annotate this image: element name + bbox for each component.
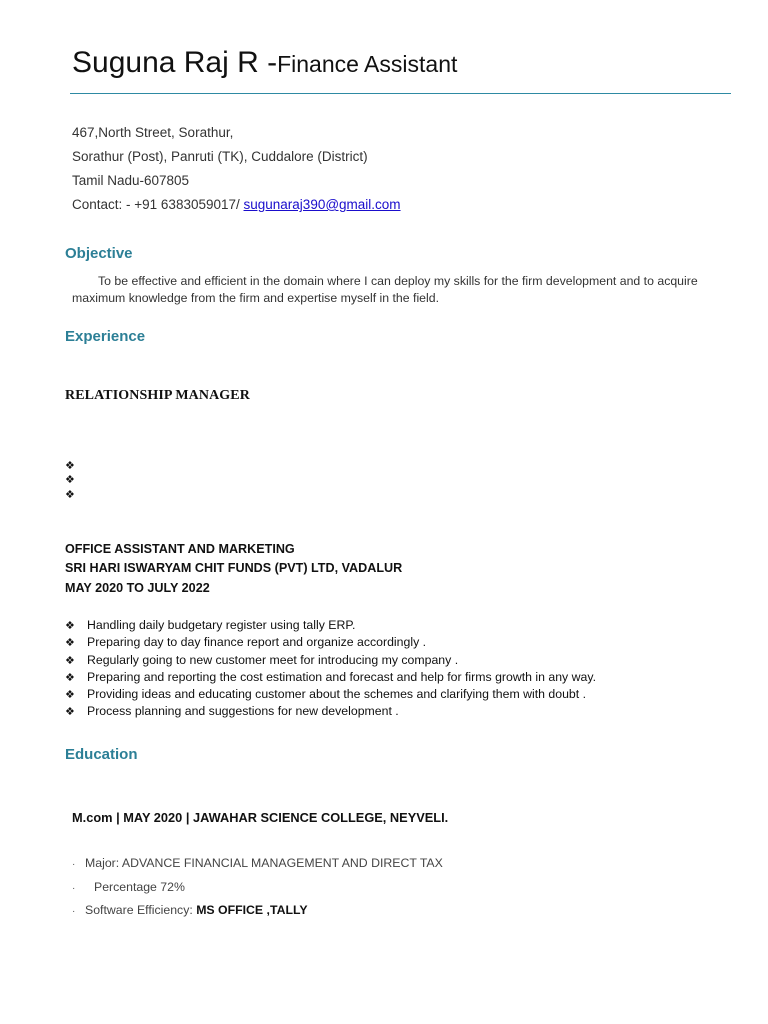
diamond-bullet-icon: ❖ bbox=[65, 654, 75, 667]
list-item: ❖ Providing ideas and educating customer about the schemes and clarifying them with doubt . bbox=[65, 686, 596, 703]
job-duties-list bbox=[65, 617, 596, 721]
job-period: MAY 2020 TO JULY 2022 bbox=[65, 581, 210, 595]
objective-paragraph bbox=[72, 273, 712, 306]
address-line-2: Sorathur (Post), Panruti (TK), Cuddalore (District) bbox=[72, 149, 368, 164]
diamond-bullet-icon: ❖ bbox=[65, 706, 75, 719]
contact-line bbox=[72, 197, 401, 212]
education-percentage: · Percentage 72% bbox=[72, 880, 185, 894]
address-line-3: Tamil Nadu-607805 bbox=[72, 173, 190, 188]
dot-bullet-icon: · bbox=[72, 906, 76, 917]
resume-name-title bbox=[72, 46, 457, 80]
candidate-name: Suguna Raj R - bbox=[72, 46, 278, 79]
education-major: · Major: ADVANCE FINANCIAL MANAGEMENT AND DIRECT TAX bbox=[72, 856, 443, 870]
education-software: · Software Efficiency: MS OFFICE ,TALLY bbox=[72, 903, 308, 917]
list-item: ❖ Preparing and reporting the cost estimation and forecast and help for firms growth in any way. bbox=[65, 669, 596, 686]
diamond-bullet-icon: ❖ bbox=[65, 620, 75, 632]
list-item: ❖ Process planning and suggestions for new development . bbox=[65, 703, 596, 720]
diamond-bullet-icon: ❖ bbox=[65, 637, 75, 650]
list-item: ❖ Preparing day to day finance report and organize accordingly . bbox=[65, 634, 596, 651]
experience-heading: Experience bbox=[65, 328, 146, 345]
candidate-role: Finance Assistant bbox=[277, 51, 458, 77]
header-divider bbox=[70, 93, 731, 94]
dot-bullet-icon: · bbox=[72, 883, 76, 894]
objective-heading: Objective bbox=[65, 245, 133, 262]
job-title-office-assistant: OFFICE ASSISTANT AND MARKETING bbox=[65, 542, 295, 556]
education-heading: Education bbox=[65, 746, 138, 763]
company-name: SRI HARI ISWARYAM CHIT FUNDS (PVT) LTD, VADALUR bbox=[65, 561, 403, 575]
list-item: ❖ Handling daily budgetary register using tally ERP. bbox=[65, 617, 596, 634]
diamond-bullet-icon: ❖ bbox=[65, 689, 75, 702]
list-item: ❖ Regularly going to new customer meet for introducing my company . bbox=[65, 652, 596, 669]
diamond-bullet-icon: ❖ bbox=[65, 460, 75, 472]
address-line-1: 467,North Street, Sorathur, bbox=[72, 125, 234, 140]
objective-text: To be effective and efficient in the domain where I can deploy my skills for the firm development and to acquire maximum knowledge from the firm and expertise myself in the field. bbox=[72, 274, 698, 305]
email-link[interactable]: sugunaraj390@gmail.com bbox=[243, 197, 401, 212]
job-title-relationship-manager: RELATIONSHIP MANAGER bbox=[65, 388, 250, 403]
diamond-bullet-icon: ❖ bbox=[65, 489, 75, 501]
degree-line: M.com | MAY 2020 | JAWAHAR SCIENCE COLLEGE, NEYVELI. bbox=[72, 810, 449, 825]
diamond-bullet-icon: ❖ bbox=[65, 474, 75, 486]
diamond-bullet-icon: ❖ bbox=[65, 671, 75, 684]
dot-bullet-icon: · bbox=[72, 859, 76, 870]
contact-phone: Contact: - +91 6383059017/ bbox=[72, 197, 244, 212]
